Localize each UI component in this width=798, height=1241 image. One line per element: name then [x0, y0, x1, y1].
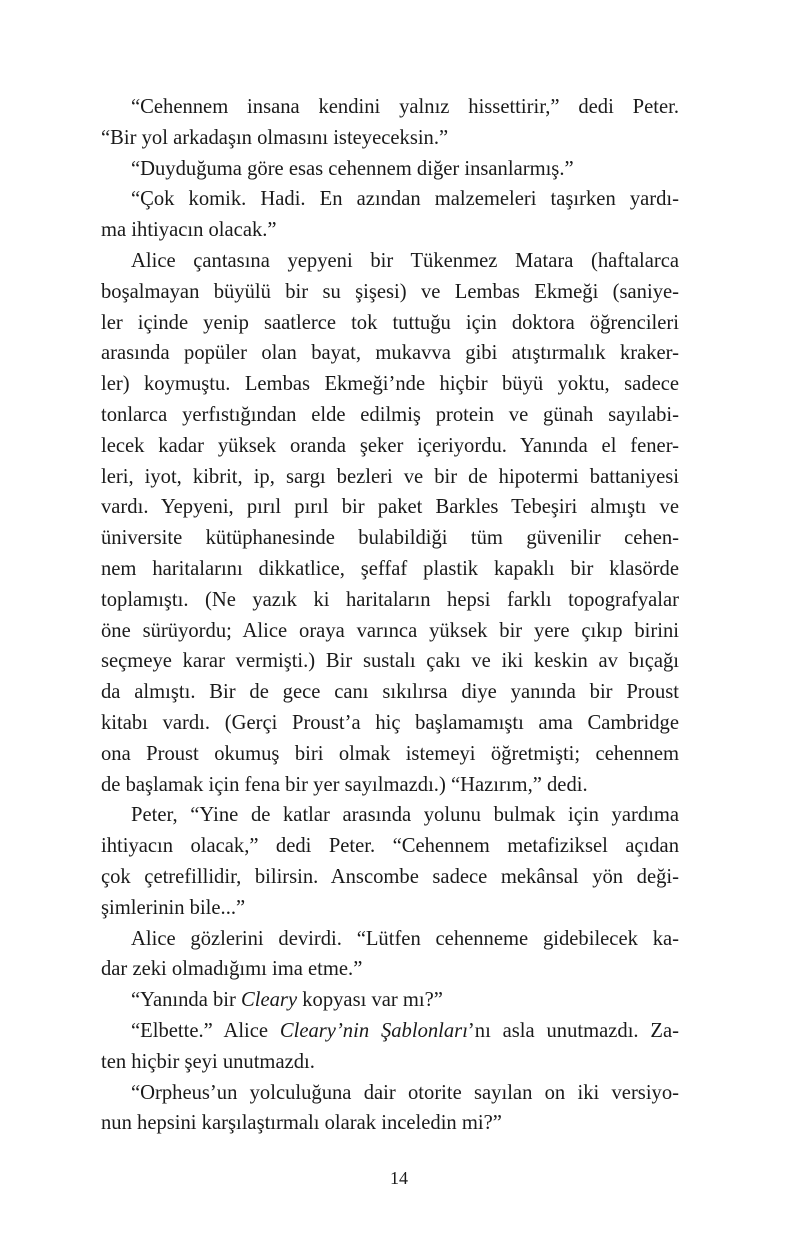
text-line — [101, 369, 679, 400]
text-segment: toplamıştı. (Ne yazık ki haritaların hepsi farklı topografyalar — [101, 588, 679, 611]
text-segment: çok çetrefillidir, bilirsin. Anscombe sadece mekânsal yön deği- — [101, 865, 679, 888]
text-line — [101, 1108, 679, 1139]
text-line — [101, 985, 679, 1016]
text-segment: tonlarca yerfıstığından elde edilmiş protein ve günah sayılabi- — [101, 403, 679, 426]
text-segment: Alice çantasına yepyeni bir Tükenmez Matara (haftalarca — [131, 249, 679, 272]
text-segment: vardı. Yepyeni, pırıl pırıl bir paket Barkles Tebeşiri almıştı ve — [101, 496, 679, 519]
italic-title: Cleary — [241, 989, 298, 1012]
text-segment: Alice gözlerini devirdi. “Lütfen cehenneme gidebilecek ka- — [131, 927, 679, 950]
text-line — [101, 616, 679, 647]
text-line — [101, 924, 679, 955]
text-segment: ma ihtiyacın olacak.” — [101, 219, 277, 242]
text-line — [101, 462, 679, 493]
text-line — [101, 708, 679, 739]
text-segment: arasında popüler olan bayat, mukavva gibi atıştırmalık kraker- — [101, 342, 679, 365]
text-segment: ten hiçbir şeyi unutmazdı. — [101, 1050, 315, 1073]
text-segment: “Çok komik. Hadi. En azından malzemeleri taşırken yardı- — [131, 188, 679, 211]
text-segment: kopyası var mı?” — [297, 989, 443, 1012]
text-segment: boşalmayan büyülü bir su şişesi) ve Lembas Ekmeği (saniye- — [101, 280, 679, 303]
text-line — [101, 123, 679, 154]
text-line — [101, 831, 679, 862]
text-segment: ’nı asla unutmazdı. Za- — [467, 1019, 679, 1042]
text-line — [101, 893, 679, 924]
text-line — [101, 308, 679, 339]
text-line — [101, 400, 679, 431]
text-line — [101, 154, 679, 185]
body-text — [101, 92, 679, 1139]
text-line — [101, 770, 679, 801]
text-line — [101, 585, 679, 616]
text-line — [101, 431, 679, 462]
text-segment: lecek kadar yüksek oranda şeker içeriyordu. Yanında el fener- — [101, 434, 679, 457]
text-line — [101, 800, 679, 831]
text-line — [101, 92, 679, 123]
text-line — [101, 554, 679, 585]
text-line — [101, 215, 679, 246]
text-segment: nem haritalarını dikkatlice, şeffaf plastik kapaklı bir klasörde — [101, 557, 679, 580]
text-line — [101, 523, 679, 554]
text-segment: de başlamak için fena bir yer sayılmazdı.) “Hazırım,” dedi. — [101, 773, 588, 796]
text-line — [101, 492, 679, 523]
text-line — [101, 862, 679, 893]
text-segment: “Bir yol arkadaşın olmasını isteyeceksin.” — [101, 126, 449, 149]
text-segment: üniversite kütüphanesinde bulabildiği tüm güvenilir cehen- — [101, 527, 679, 550]
text-line — [101, 246, 679, 277]
text-segment: ona Proust okumuş biri olmak istemeyi öğretmişti; cehennem — [101, 742, 679, 765]
text-line — [101, 677, 679, 708]
text-segment: ler) koymuştu. Lembas Ekmeği’nde hiçbir büyü yoktu, sadece — [101, 373, 679, 396]
italic-title: Cleary’nin Şablonları — [279, 1019, 468, 1042]
text-line — [101, 277, 679, 308]
text-segment: “Orpheus’un yolculuğuna dair otorite sayılan on iki versiyo- — [131, 1081, 679, 1104]
text-segment: şimlerinin bile...” — [101, 896, 246, 919]
text-line — [101, 1078, 679, 1109]
text-segment: öne sürüyordu; Alice oraya varınca yüksek bir yere çıkıp birini — [101, 619, 679, 642]
text-line — [101, 1047, 679, 1078]
text-segment: ler içinde yenip saatlerce tok tuttuğu için doktora öğrencileri — [101, 311, 679, 334]
text-segment: dar zeki olmadığımı ima etme.” — [101, 958, 363, 981]
text-segment: “Yanında bir — [131, 989, 242, 1012]
text-segment: “Elbette.” Alice — [131, 1019, 280, 1042]
text-segment: “Cehennem insana kendini yalnız hissettirir,” dedi Peter. — [131, 96, 679, 118]
text-line — [101, 338, 679, 369]
page-number: 14 — [390, 1168, 408, 1188]
text-segment: da almıştı. Bir de gece canı sıkılırsa diye yanında bir Proust — [101, 681, 679, 704]
text-segment: leri, iyot, kibrit, ip, sargı bezleri ve bir de hipotermi battaniyesi — [101, 465, 679, 488]
text-segment: ihtiyacın olacak,” dedi Peter. “Cehennem metafiziksel açıdan — [101, 835, 679, 858]
text-segment: seçmeye karar vermişti.) Bir sustalı çakı ve iki keskin av bıçağı — [101, 650, 679, 673]
text-segment: nun hepsini karşılaştırmalı olarak inceledin mi?” — [101, 1112, 502, 1135]
text-line — [101, 184, 679, 215]
text-line — [101, 954, 679, 985]
text-line — [101, 646, 679, 677]
text-segment: kitabı vardı. (Gerçi Proust’a hiç başlamamıştı ama Cambridge — [101, 711, 679, 734]
text-line — [101, 739, 679, 770]
text-segment: “Duyduğuma göre esas cehennem diğer insanlarmış.” — [131, 157, 574, 180]
text-segment: Peter, “Yine de katlar arasında yolunu bulmak için yardıma — [131, 804, 679, 827]
text-line — [101, 1016, 679, 1047]
